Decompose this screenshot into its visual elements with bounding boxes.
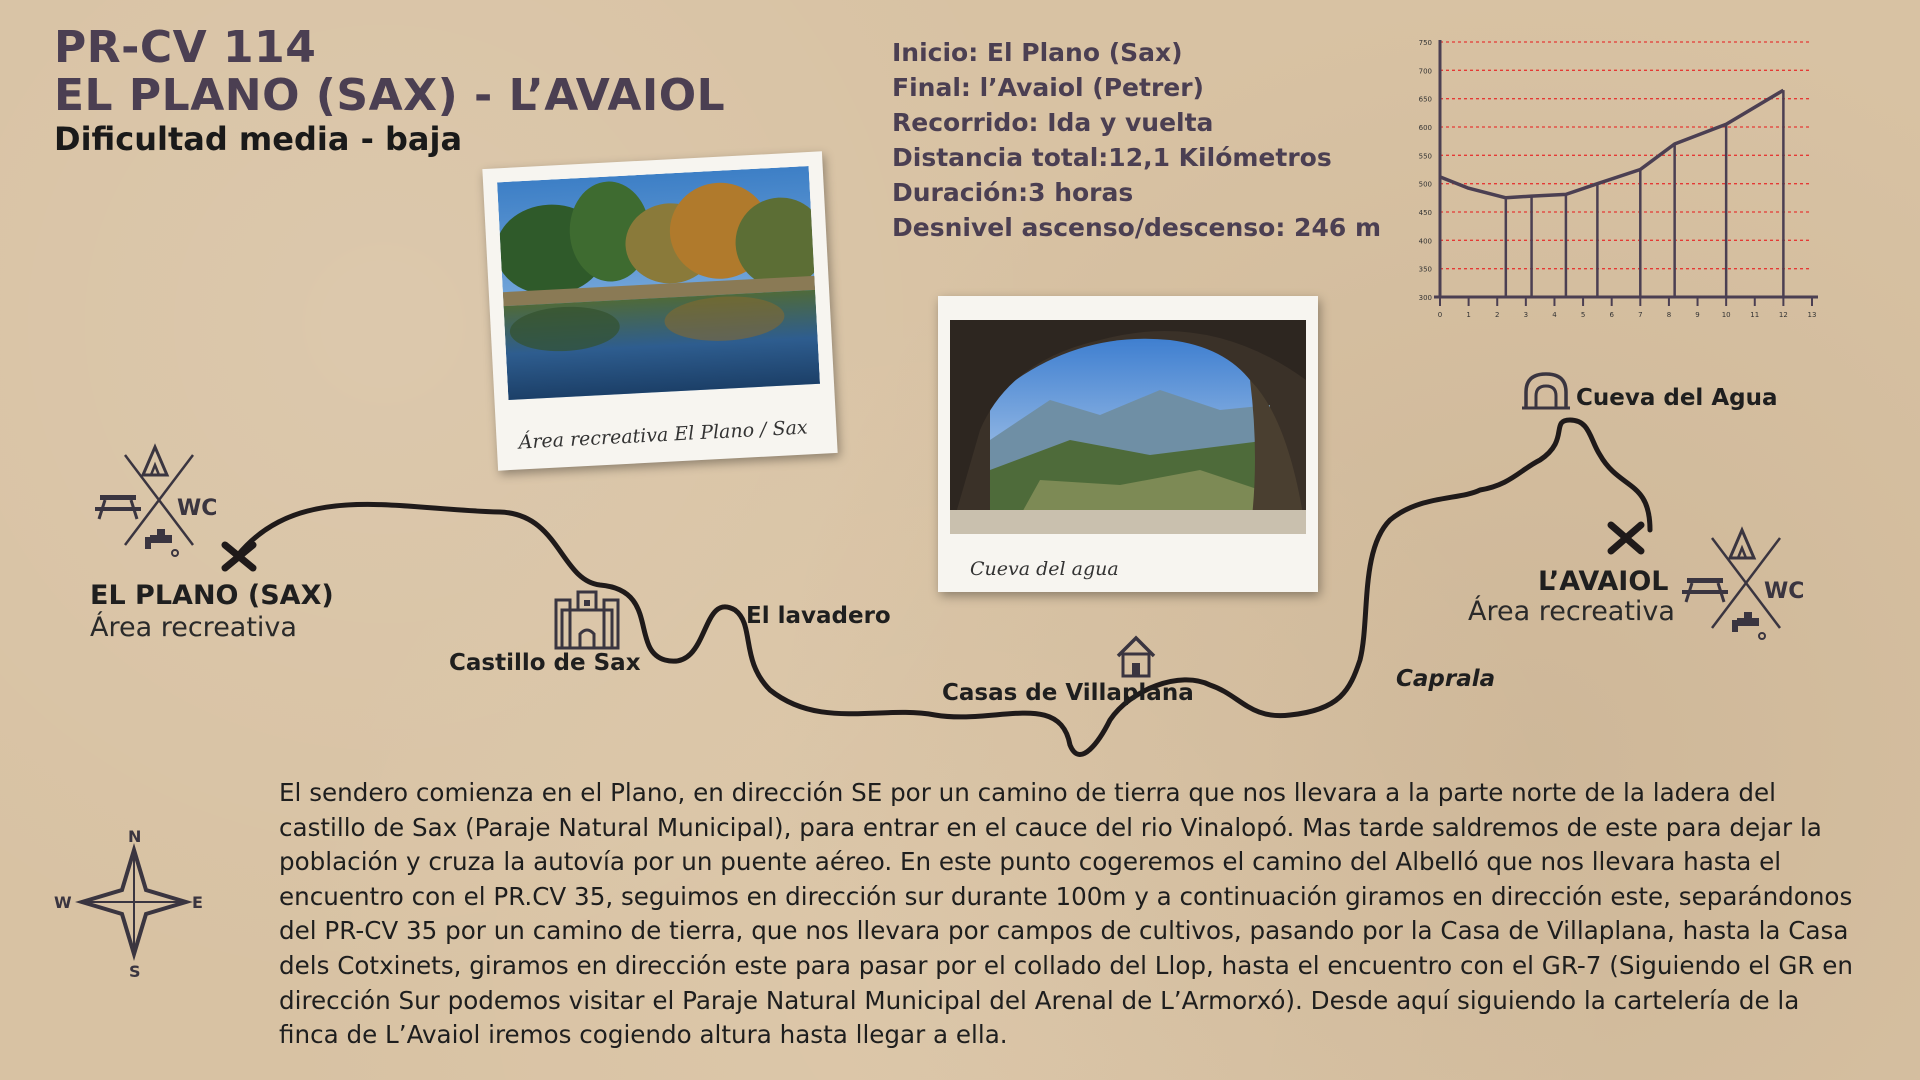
y-tick-label: 400 bbox=[1418, 237, 1432, 246]
x-tick-label: 12 bbox=[1778, 311, 1788, 319]
x-tick-label: 4 bbox=[1552, 311, 1557, 319]
start-point-name: EL PLANO (SAX) bbox=[90, 580, 334, 611]
x-tick-label: 6 bbox=[1609, 311, 1614, 319]
cave-icon bbox=[1522, 374, 1570, 408]
compass-w: W bbox=[54, 893, 72, 912]
tent-icon bbox=[1730, 530, 1754, 558]
water-tap-icon bbox=[1732, 612, 1765, 639]
route-title: EL PLANO (SAX) - L’AVAIOL bbox=[54, 70, 726, 121]
end-point-sub: Área recreativa bbox=[1468, 596, 1675, 627]
picnic-table-icon bbox=[1682, 578, 1728, 602]
wc-label: WC bbox=[1764, 579, 1805, 604]
water-tap-icon bbox=[145, 529, 178, 556]
castle-label: Castillo de Sax bbox=[449, 650, 641, 676]
compass-e: E bbox=[192, 893, 203, 912]
y-tick-label: 700 bbox=[1418, 67, 1432, 76]
x-tick-label: 0 bbox=[1437, 311, 1443, 319]
photo-caption-cave: Cueva del agua bbox=[970, 558, 1119, 580]
lavadero-label: El lavadero bbox=[746, 603, 891, 629]
y-tick-label: 750 bbox=[1418, 39, 1432, 47]
y-tick-label: 500 bbox=[1418, 180, 1432, 189]
start-point-sub: Área recreativa bbox=[90, 612, 297, 643]
x-tick-label: 1 bbox=[1466, 311, 1471, 319]
tent-icon bbox=[143, 447, 167, 475]
caprala-label: Caprala bbox=[1396, 666, 1496, 692]
x-tick-label: 2 bbox=[1494, 311, 1500, 319]
info-elevation: Desnivel ascenso/descenso: 246 m bbox=[892, 213, 1381, 242]
x-tick-label: 11 bbox=[1750, 311, 1760, 319]
picnic-table-icon bbox=[95, 495, 141, 519]
y-tick-label: 300 bbox=[1418, 294, 1432, 302]
y-tick-label: 600 bbox=[1418, 124, 1432, 132]
info-end: Final: l’Avaiol (Petrer) bbox=[892, 73, 1204, 102]
x-tick-label: 8 bbox=[1666, 311, 1672, 319]
y-tick-label: 450 bbox=[1418, 209, 1432, 217]
info-duration: Duración:3 horas bbox=[892, 178, 1134, 207]
x-tick-label: 3 bbox=[1523, 311, 1529, 319]
x-tick-label: 9 bbox=[1695, 311, 1700, 319]
cueva-label: Cueva del Agua bbox=[1576, 385, 1778, 411]
compass-n: N bbox=[128, 827, 142, 846]
start-marker-icon bbox=[225, 545, 253, 568]
compass-rose-icon bbox=[54, 827, 203, 981]
y-tick-label: 650 bbox=[1418, 95, 1432, 104]
compass-s: S bbox=[129, 962, 141, 981]
start-amenities-badge bbox=[95, 447, 217, 556]
x-tick-label: 7 bbox=[1638, 311, 1643, 319]
house-icon bbox=[1118, 638, 1154, 676]
difficulty-label: Dificultad media - baja bbox=[54, 120, 463, 158]
info-distance: Distancia total:12,1 Kilómetros bbox=[892, 143, 1332, 172]
casas-label: Casas de Villaplana bbox=[942, 680, 1194, 706]
y-tick-label: 350 bbox=[1418, 265, 1432, 274]
wc-label: WC bbox=[177, 496, 218, 521]
end-amenities-badge bbox=[1682, 530, 1804, 639]
photo-caption-area: Área recreativa El Plano / Sax bbox=[518, 416, 809, 454]
info-route-type: Recorrido: Ida y vuelta bbox=[892, 108, 1214, 137]
info-start: Inicio: El Plano (Sax) bbox=[892, 38, 1183, 67]
end-point-name: L’AVAIOL bbox=[1538, 566, 1669, 597]
y-tick-label: 550 bbox=[1418, 152, 1432, 161]
castle-icon bbox=[556, 592, 618, 648]
end-marker-icon bbox=[1611, 525, 1641, 551]
trail-description: El sendero comienza en el Plano, en dirección SE por un camino de tierra que nos llevara a la parte norte de la ladera del castillo de Sax (Paraje Natural Municipal), para entrar en el cauce del rio Vinalopó. Mas tarde saldremos de este para dejar la población y cruza la autovía por un puente aéreo. En este punto cogeremos el camino del Albelló que nos llevara hasta el encuentro con el PR.CV 35, seguimos en dirección sur durante 100m y a continuación giramos en dirección este, separándonos del PR-CV 35 por un camino de tierra, que nos llevara por campos de cultivos, pasando por la Casa de Villaplana, hasta la Casa dels Cotxinets, giramos en dirección este para pasar por el collado del Llop, hasta el encuentro con el GR-7 (Siguiendo el GR en dirección Sur podemos visitar el Paraje Natural Municipal del Arenal de L’Armorxó). Desde aquí siguiendo la cartelería de la finca de L’Avaiol iremos cogiendo altura hasta llegar a ella. bbox=[279, 778, 1853, 1050]
x-tick-label: 13 bbox=[1807, 311, 1817, 319]
x-tick-label: 5 bbox=[1580, 311, 1586, 319]
x-tick-label: 10 bbox=[1721, 311, 1731, 319]
route-code: PR-CV 114 bbox=[54, 22, 317, 73]
